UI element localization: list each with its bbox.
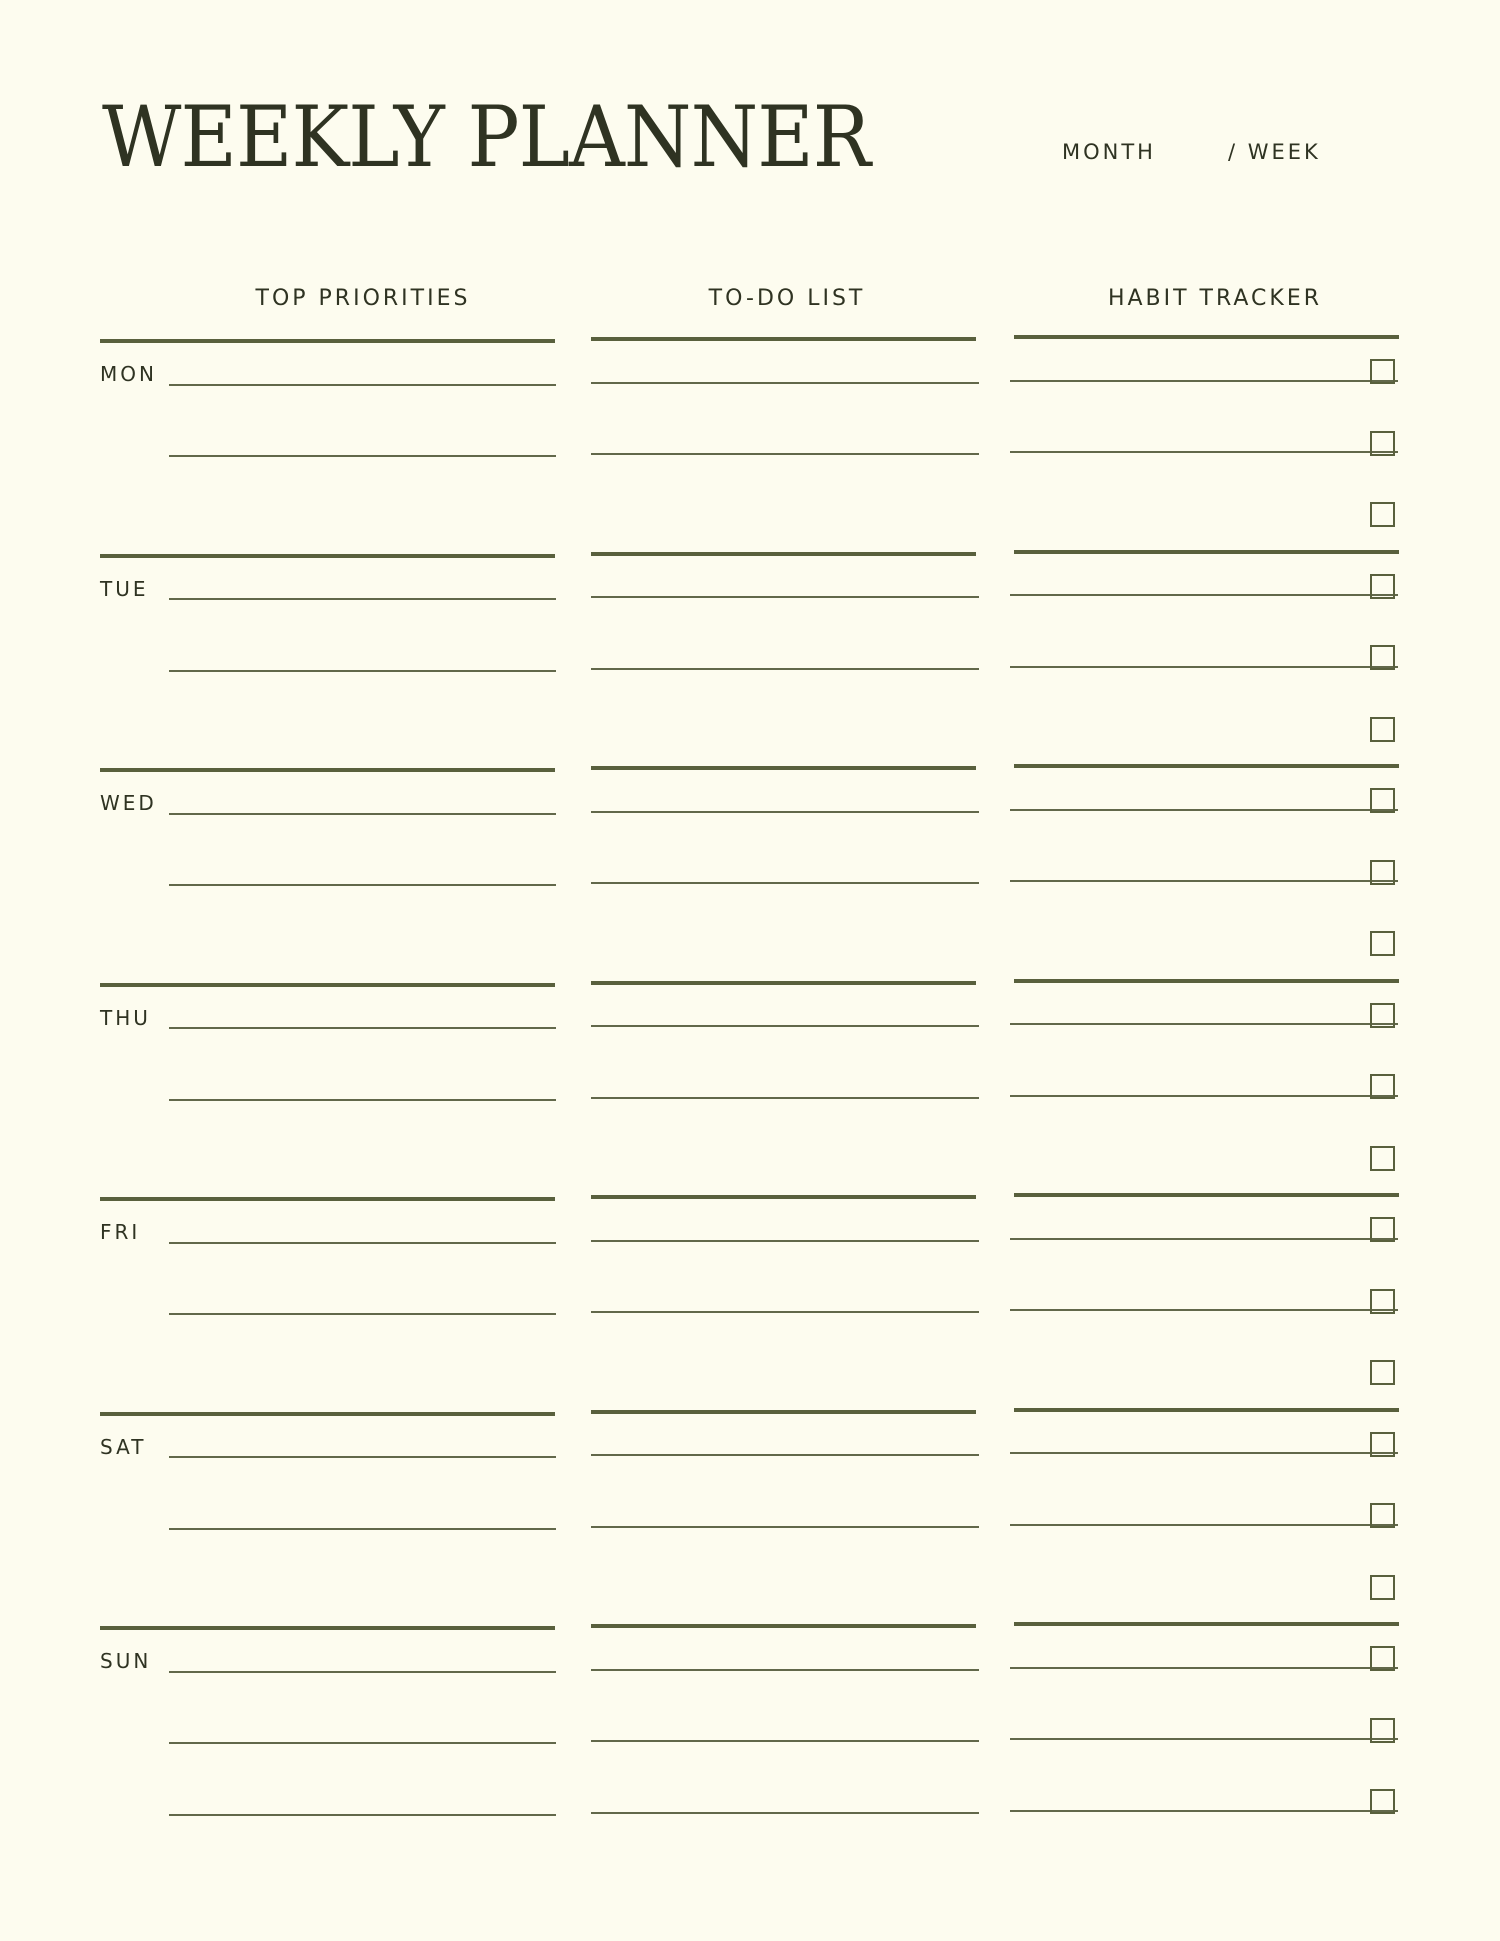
todo-line[interactable] xyxy=(591,668,979,670)
habit-line[interactable] xyxy=(1010,594,1398,596)
habit-checkbox[interactable] xyxy=(1370,1360,1395,1385)
habit-tracker-header: HABIT TRACKER xyxy=(1107,286,1323,311)
todo-list-header: TO-DO LIST xyxy=(708,286,866,311)
habit-checkbox[interactable] xyxy=(1370,788,1395,813)
day-label-wed: WED xyxy=(100,791,157,815)
habit-line[interactable] xyxy=(1010,1810,1398,1812)
day-label-mon: MON xyxy=(100,362,157,386)
habit-line[interactable] xyxy=(1010,880,1398,882)
todo-line[interactable] xyxy=(591,1025,979,1027)
habit-line[interactable] xyxy=(1010,451,1398,453)
habit-line[interactable] xyxy=(1010,1524,1398,1526)
todo-day-rule xyxy=(591,766,976,770)
todo-line[interactable] xyxy=(591,453,979,455)
todo-line[interactable] xyxy=(591,1526,979,1528)
priorities-day-rule xyxy=(100,554,555,558)
priority-line[interactable] xyxy=(169,1456,556,1458)
priority-line[interactable] xyxy=(169,1528,556,1530)
priority-line[interactable] xyxy=(169,1742,556,1744)
priority-line[interactable] xyxy=(169,455,556,457)
habit-checkbox[interactable] xyxy=(1370,1146,1395,1171)
habit-line[interactable] xyxy=(1010,1667,1398,1669)
habit-checkbox[interactable] xyxy=(1370,860,1395,885)
todo-line[interactable] xyxy=(591,1812,979,1814)
todo-day-rule xyxy=(591,1195,976,1199)
priorities-day-rule xyxy=(100,339,555,343)
habit-checkbox[interactable] xyxy=(1370,1646,1395,1671)
todo-line[interactable] xyxy=(591,811,979,813)
day-label-sat: SAT xyxy=(100,1434,147,1459)
month-label: MONTH xyxy=(1062,140,1156,164)
habit-day-rule xyxy=(1014,764,1399,768)
todo-line[interactable] xyxy=(591,1311,979,1313)
priority-line[interactable] xyxy=(169,1099,556,1101)
todo-line[interactable] xyxy=(591,1669,979,1671)
habit-checkbox[interactable] xyxy=(1370,717,1395,742)
priorities-day-rule xyxy=(100,1626,555,1630)
todo-line[interactable] xyxy=(591,882,979,884)
priority-line[interactable] xyxy=(169,1242,556,1244)
habit-checkbox[interactable] xyxy=(1370,645,1395,670)
habit-line[interactable] xyxy=(1010,380,1398,382)
habit-checkbox[interactable] xyxy=(1370,574,1395,599)
habit-line[interactable] xyxy=(1010,1452,1398,1454)
todo-day-rule xyxy=(591,337,976,341)
habit-checkbox[interactable] xyxy=(1370,1789,1395,1814)
habit-checkbox[interactable] xyxy=(1370,1503,1395,1528)
habit-day-rule xyxy=(1014,979,1399,983)
todo-day-rule xyxy=(591,1410,976,1414)
todo-line[interactable] xyxy=(591,382,979,384)
habit-day-rule xyxy=(1014,1193,1399,1197)
habit-line[interactable] xyxy=(1010,809,1398,811)
priorities-day-rule xyxy=(100,768,555,772)
habit-checkbox[interactable] xyxy=(1370,931,1395,956)
habit-day-rule xyxy=(1014,550,1399,554)
habit-line[interactable] xyxy=(1010,1095,1398,1097)
todo-day-rule xyxy=(591,552,976,556)
priority-line[interactable] xyxy=(169,598,556,600)
habit-day-rule xyxy=(1014,1622,1399,1626)
todo-line[interactable] xyxy=(591,1240,979,1242)
habit-line[interactable] xyxy=(1010,1238,1398,1240)
priority-line[interactable] xyxy=(169,1313,556,1315)
todo-line[interactable] xyxy=(591,1740,979,1742)
habit-checkbox[interactable] xyxy=(1370,1432,1395,1457)
day-label-tue: TUE xyxy=(100,576,149,601)
priority-line[interactable] xyxy=(169,670,556,672)
habit-day-rule xyxy=(1014,335,1399,339)
day-label-thu: THU xyxy=(100,1005,151,1030)
habit-checkbox[interactable] xyxy=(1370,1718,1395,1743)
habit-line[interactable] xyxy=(1010,1023,1398,1025)
day-label-sun: SUN xyxy=(100,1649,152,1673)
habit-checkbox[interactable] xyxy=(1370,1575,1395,1600)
todo-line[interactable] xyxy=(591,596,979,598)
todo-line[interactable] xyxy=(591,1454,979,1456)
priorities-day-rule xyxy=(100,1197,555,1201)
priority-line[interactable] xyxy=(169,1027,556,1029)
day-label-fri: FRI xyxy=(100,1220,141,1244)
habit-line[interactable] xyxy=(1010,1738,1398,1740)
todo-day-rule xyxy=(591,1624,976,1628)
habit-line[interactable] xyxy=(1010,666,1398,668)
habit-checkbox[interactable] xyxy=(1370,431,1395,456)
habit-checkbox[interactable] xyxy=(1370,1074,1395,1099)
page-title: WEEKLY PLANNER xyxy=(102,88,871,186)
priority-line[interactable] xyxy=(169,384,556,386)
top-priorities-header: TOP PRIORITIES xyxy=(255,286,471,311)
habit-checkbox[interactable] xyxy=(1370,502,1395,527)
priorities-day-rule xyxy=(100,1412,555,1416)
week-label: / WEEK xyxy=(1228,140,1321,164)
priority-line[interactable] xyxy=(169,884,556,886)
habit-checkbox[interactable] xyxy=(1370,1217,1395,1242)
priority-line[interactable] xyxy=(169,1671,556,1673)
todo-line[interactable] xyxy=(591,1097,979,1099)
todo-day-rule xyxy=(591,981,976,985)
habit-checkbox[interactable] xyxy=(1370,1289,1395,1314)
habit-line[interactable] xyxy=(1010,1309,1398,1311)
priorities-day-rule xyxy=(100,983,555,987)
habit-checkbox[interactable] xyxy=(1370,359,1395,384)
priority-line[interactable] xyxy=(169,813,556,815)
habit-checkbox[interactable] xyxy=(1370,1003,1395,1028)
habit-day-rule xyxy=(1014,1408,1399,1412)
priority-line[interactable] xyxy=(169,1814,556,1816)
